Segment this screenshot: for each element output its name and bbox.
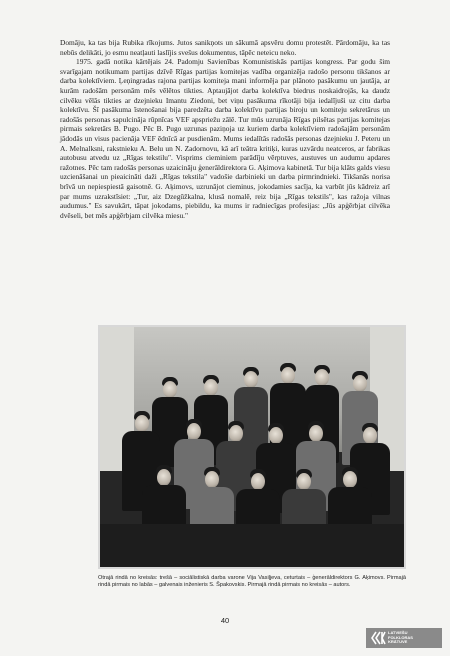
logo-text [388, 631, 440, 645]
page-number: 40 [220, 616, 230, 625]
person-head [244, 371, 258, 388]
person-head [343, 471, 357, 488]
logo-line-2: FOLKLORAS [388, 634, 413, 640]
person-head [205, 471, 219, 488]
logo-line-3: KRĀTUVE [388, 639, 408, 645]
person-head [251, 473, 265, 490]
group-photo [98, 325, 406, 569]
person-head [187, 423, 201, 440]
person-head [309, 425, 323, 442]
person-head [157, 469, 171, 486]
archive-logo [366, 628, 442, 648]
person-head [135, 415, 149, 432]
photo-caption: Otrajā rindā no kreisās: trešā – sociālistiskā darba varone Vija Vasiļjeva, ceturtais – ģenerāldirektors G. Aķimovs. Pirmajā rindā pirmais no labās – galvenais inženieris S. Špakovskis. Pirmajā rindā pirmais no kreisās – autors. [98, 575, 406, 589]
person-head [281, 367, 295, 384]
lfk-logo-icon [370, 630, 386, 646]
person-head [315, 369, 329, 386]
photo-floor [100, 524, 404, 567]
person-head [353, 375, 367, 392]
paragraph-1: Domāju, ka tas bija Rubika rīkojums. Jutos sanikņots un sākumā apsvēru domu protestēt. Pārdomāju, ka tas nebūs delikāti, jo esmu neatļauti laslījis svešus dokumentus, tāpēc neteicu neko. [60, 38, 390, 57]
person-head [229, 425, 243, 442]
person-head [269, 427, 283, 444]
paragraph-2: 1975. gadā notika kārtējais 24. Padomju Savienības Komunistiskās partijas kongress. Par godu šim svarīgajam notikumam partijas dzīvē Rīgas partijas komitejas vadība organizēja radošo personu tikšanos ar darba kolektīviem. Ļeņingradas rajona partijas komiteja mani informēja par plānoto pasākumu un jautāja, ar kurām radošām personām mēs vēlētos tikties. Aptaujājot darba kolektīva biedrus noskaidrojās, ka daudz cilvēku vēlās tikties ar dzejnieku Imantu Ziedoni, bet viņu pasākuma rīkotāji bija iedalījuši uz citu darba kolektīvu. Šī pasākuma īstenošanai bija paredzēta darba kolektīvu partijas biroju un komiteju sekretārus un radošās personas sapulcināja rūpnīcas VEF apspriežu zālē. Tur mūs uzrunāja Rīgas pilsētas partijas komitejas pirmais sekretārs B. Pugo. Pēc B. Pugo uzrunas paziņoja uz kuriem darba kolektīviem radošajām personām jādodās un visus pacienāja VEF ēdnīcā ar pusdienām. Mums iedalītās radošās personas dzejnieku J. Peteru un A. Melnalksni, rakstnieku A. Belu un N. Zadornovu, kā arī teātra kritiķi, kuras uzvārdu neatceros, ar fabrikas autobusu atvedu uz „Rīgas tekstilu". Visprims cieminiem parādīju vērptuves, austuves un audumu apdares ražotnes. Pēc tam radošās personas uzaicināju ģenerāldirektora G. Aķimova kabinetā. Tur bija klāts galds viesu uzcienāšanai un pieaicināti daži „Rīgas tekstila" vadošie darbinieki un darba pirmrindnieki. Tikšanās norisa brīvā un nepiespiestā gaisotnē. G. Aķimovs, uzrunājot cieminus, jokodamies sacīja, ka varbūt jūs kādreiz arī par mums uzrakstīsiet: „Tur, aiz Dzegūžkalna, klusā nomalē, reiz bija „Rīgas tekstils", kas ražoja vilnas audumus." Es savukārt, tāpat jokodams, piebildu, ka mums ir radniecīgas profesijas: „Jūs apģērbjat cilvēka dvēseli, bet mēs apģērbjam cilvēka miesu." [60, 57, 390, 220]
person-head [297, 473, 311, 490]
person-head [163, 381, 177, 398]
logo-line-1: LATVIEŠU [388, 630, 408, 635]
person-head [363, 427, 377, 444]
person-head [204, 379, 218, 396]
body-text [60, 38, 390, 220]
